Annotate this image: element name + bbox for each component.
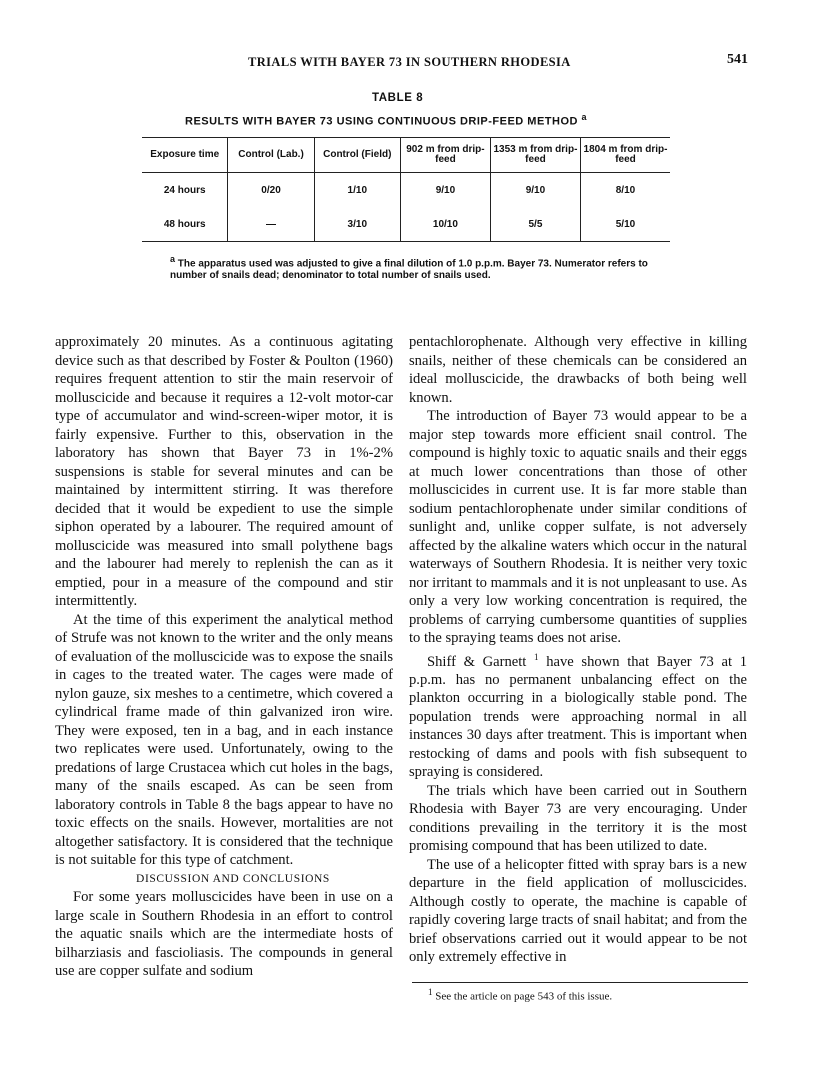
table-cell: 24 hours	[163, 184, 206, 196]
table-cell: —	[228, 207, 314, 242]
table-header-row	[142, 138, 670, 173]
table-cell: 9/10	[490, 173, 580, 208]
col-header: Control (Field)	[314, 138, 400, 173]
col-header: Control (Lab.)	[228, 138, 314, 173]
table-cell: 10/10	[400, 207, 490, 242]
paragraph	[409, 648, 747, 782]
col-header: 1353 m from drip-feed	[490, 138, 580, 173]
paragraph-text: have shown that Bayer 73 at 1 p.p.m. has no permanent unbalancing effect on the plankton occurring in a biologically stable pond. The population trends were approaching normal in all instances 30 days after treatment. This is important when restocking of dams and pools with fish subsequent to spraying is considered.	[409, 653, 747, 781]
page-number: 541	[727, 52, 748, 67]
table-cell: 3/10	[314, 207, 400, 242]
paragraph: For some years molluscicides have been in use on a large scale in Southern Rhodesia in an effort to control the aquatic snails which are the intermediate hosts of bilharziasis and fascioliasis. The compounds in general use are copper sulfate and sodium	[55, 889, 393, 979]
col-header: Exposure time	[142, 138, 228, 173]
footnote-divider	[412, 982, 748, 983]
section-heading: DISCUSSION AND CONCLUSIONS	[136, 872, 330, 885]
table-row	[142, 173, 670, 208]
paragraph: pentachlorophenate. Although very effective in killing snails, neither of these chemicals can be considered an ideal molluscicide, the drawbacks of both being well known.	[409, 334, 747, 406]
table-cell: 5/10	[580, 207, 670, 242]
right-column	[409, 333, 747, 967]
page-footnote-text: See the article on page 543 of this issue.	[435, 990, 613, 1003]
paragraph: approximately 20 minutes. As a continuous agitating device such as that described by Foster & Poulton (1960) requires frequent attention to stir the main reservoir of molluscicide and because it requires a 12-volt motor-car type of accumulator and wind-screen-wiper motor, it is fairly expensive. Further to this, observation in the laboratory has shown that Bayer 73 in 1%-2% suspensions is stable for several minutes and can be maintained by intermittent stirring. It was therefore decided that it would be expedient to use the simple siphon operated by a labourer. The required amount of molluscicide was measured into small polythene bags and the labourer had merely to replenish the can as it emptied, pour in a measure of the compound and stir intermittently.	[55, 334, 393, 609]
table-cell: 9/10	[400, 173, 490, 208]
paragraph: At the time of this experiment the analytical method of Strufe was not known to the writer and the only means of evaluation of the molluscicide was to expose the snails in cages to the treated water. The cages were made of nylon gauze, six meshes to a centimetre, which covered a cylindrical frame made of thin galvanized iron wire. They were exposed, ten in a bag, and in each instance two replicates were used. Unfortunately, owing to the predations of large Crustacea which cut holes in the bags, many of the snails escaped. As can be seen from laboratory controls in Table 8 the bags appear to have no toxic effects on the snails. However, mortalities are not altogether satisfactory. It is considered that the technique is not suitable for this type of catchment.	[55, 611, 393, 868]
paragraph: The use of a helicopter fitted with spray bars is a new departure in the field application of molluscicides. Although costly to operate, the machine is capable of rapidly covering large tracts of snail habitat; and from the brief observations carried out it would appear to be not only extremely effective in	[409, 856, 747, 966]
citation-authors: Shiff & Garnett	[427, 653, 527, 670]
table-cell: 48 hours	[142, 207, 228, 242]
page-footnote	[428, 987, 612, 1003]
table-cell: 5/5	[490, 207, 580, 242]
footnote-ref: 1	[534, 651, 539, 662]
table-footnote-marker: a	[170, 254, 176, 264]
table-title-text: RESULTS WITH BAYER 73 USING CONTINUOUS DRIP-FEED METHOD	[185, 115, 578, 128]
table-row	[142, 207, 670, 242]
paragraph: The introduction of Bayer 73 would appear to be a major step towards more efficient snail control. The compound is highly toxic to aquatic snails and their eggs at much lower concentrations than those of other molluscicides in current use. It is far more stable than sodium pentachlorophenate under similar conditions of sunlight and, unlike copper sulfate, is not adversely affected by the alkaline waters which occur in the natural waterways of Southern Rhodesia. It is neither very toxic nor irritant to mammals and it is not unpleasant to use. As only a very low working concentration is required, the problems of carrying cumbersome quantities of supplies to the spraying teams does not arise.	[409, 408, 747, 646]
left-column	[55, 333, 393, 981]
table-footnote	[170, 253, 675, 282]
page-footnote-marker: 1	[428, 987, 433, 997]
table-label: TABLE 8	[372, 92, 424, 104]
table-title-marker: a	[581, 112, 588, 122]
results-table	[142, 137, 670, 242]
paragraph: The trials which have been carried out in Southern Rhodesia with Bayer 73 are very encouraging. Under conditions prevailing in the territory it is the most promising compound that has been utilized to date.	[409, 782, 747, 855]
table-footnote-text: The apparatus used was adjusted to give a final dilution of 1.0 p.p.m. Bayer 73. Numerator refers to number of snails dead; denominator to total number of snails used.	[170, 258, 648, 282]
col-header: 902 m from drip-feed	[400, 138, 490, 173]
table-cell: 8/10	[580, 173, 670, 208]
table-cell: 1/10	[314, 173, 400, 208]
table-cell: 0/20	[228, 173, 314, 208]
col-header: 1804 m from drip-feed	[580, 138, 670, 173]
table-title	[185, 112, 587, 128]
running-title: TRIALS WITH BAYER 73 IN SOUTHERN RHODESIA	[248, 55, 571, 69]
